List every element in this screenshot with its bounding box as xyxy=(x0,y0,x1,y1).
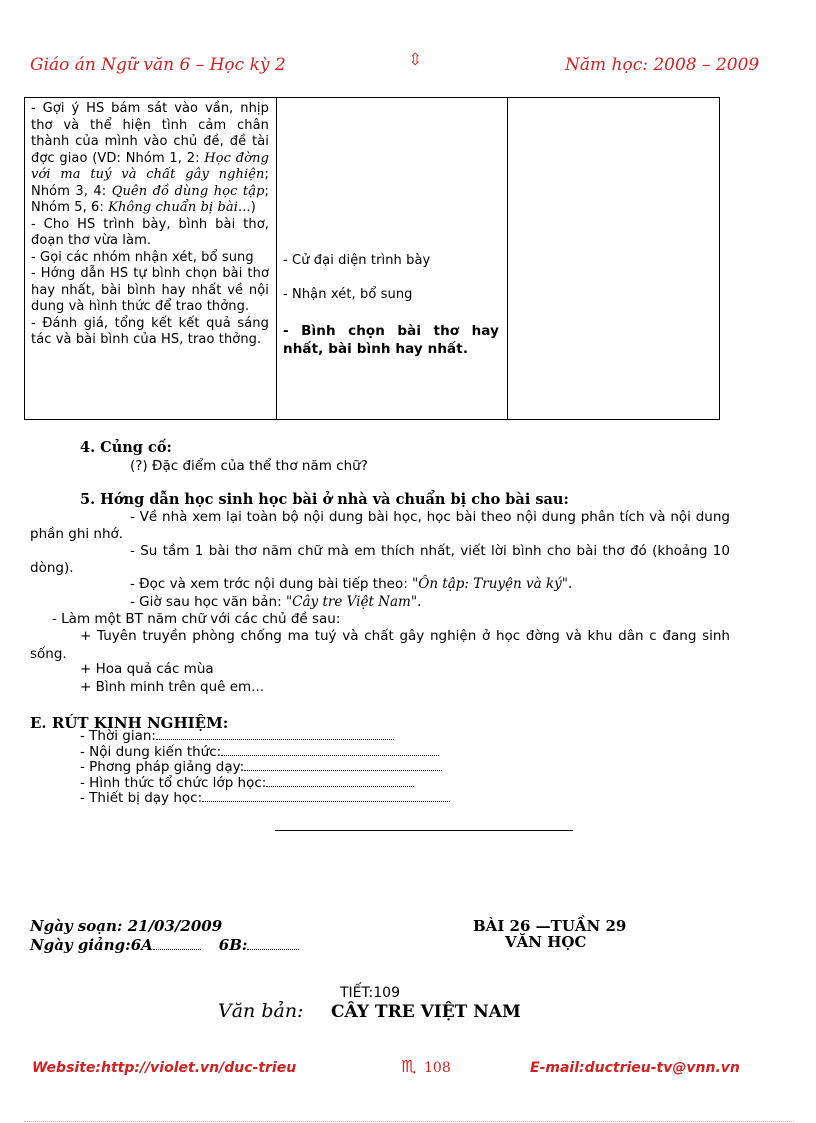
text-label: Văn bản: xyxy=(218,1000,304,1022)
student-activity-1: - Cử đại diện trình bày xyxy=(283,253,431,268)
teacher-step-present: - Cho HS trình bày, bình bài thơ, đoạn thơ vừa làm. xyxy=(31,216,269,248)
exercise-topic-2: + Hoa quả các mùa xyxy=(80,661,214,677)
section-4-question: (?) Đặc điểm của thể thơ năm chữ? xyxy=(130,458,368,474)
teacher-text-1: - Gợi ý HS bám sát vào vần, nhịp thơ và thể hiện tình cảm chân thành của mình vào chủ đề, đề tài đợc giao (VD: Nhóm 1, 2: xyxy=(31,101,269,166)
reflection-list xyxy=(80,729,450,807)
dotted-line xyxy=(202,792,450,802)
reflection-content xyxy=(80,745,450,761)
section-5-line-2: - Su tầm 1 bài thơ năm chữ mà em thích nhất, viết lời bình cho bài thơ đó (khoảng 10 dòng). xyxy=(30,543,730,576)
section-5-line-1: - Về nhà xem lại toàn bộ nội dung bài học, học bài theo nội dung phân tích và nội dung phần ghi nhớ. xyxy=(30,509,730,542)
dotted-line xyxy=(247,940,299,950)
reflection-organization xyxy=(80,776,450,792)
reflection-equipment xyxy=(80,791,450,807)
section-5-title: 5. Hớng dẫn học sinh học bài ở nhà và chuẩn bị cho bài sau: xyxy=(80,491,569,508)
student-activity-3: - Bình chọn bài thơ hay nhất, bài bình hay nhất. xyxy=(283,323,499,357)
teacher-text-4: ) xyxy=(250,200,256,215)
reflection-equipment-label: - Thiết bị dạy học: xyxy=(80,790,203,806)
lesson-period: TIẾT:109 xyxy=(340,985,400,1001)
page-symbol-icon: ♏ xyxy=(401,1057,417,1077)
section-e-title: E. RÚT KINH NGHIỆM: xyxy=(30,714,229,732)
date-taught xyxy=(30,936,299,954)
teacher-step-vote: - Hớng dẫn HS tự bình chọn bài thơ hay nhất, bài bình hay nhất về nội dung và hình thức để trao thởng. xyxy=(31,266,269,314)
date-prepared: Ngày soạn: 21/03/2009 xyxy=(30,917,223,935)
line-4-prefix: - Giờ sau học văn bản: xyxy=(130,594,286,610)
reflection-content-label: - Nội dung kiến thức: xyxy=(80,743,222,760)
teacher-step-evaluate: - Đánh giá, tổng kết kết quả sáng tác và bài bình của HS, trao thởng. xyxy=(31,315,269,347)
reflection-method xyxy=(80,760,450,776)
date-taught-6a: Ngày giảng:6A xyxy=(30,936,153,954)
topic-group-1-2: Học đờng với ma tuý và chất gây nghiện xyxy=(31,150,269,182)
section-5-line-3 xyxy=(130,576,572,592)
page-number: 108 xyxy=(424,1060,451,1076)
section-4-title: 4. Củng cố: xyxy=(80,439,172,456)
header-center-icon: ⇳ xyxy=(408,50,423,70)
reflection-time-label: - Thời gian: xyxy=(80,728,156,744)
table-divider-2 xyxy=(507,98,508,419)
text-title: CÂY TRE VIỆT NAM xyxy=(331,1002,521,1022)
table-divider-1 xyxy=(276,98,277,419)
student-activity-2: - Nhận xét, bổ sung xyxy=(283,287,413,302)
footer-email: E-mail:ductrieu-tv@vnn.vn xyxy=(530,1060,740,1076)
topic-group-3-4: Quên đồ dùng học tập xyxy=(111,183,265,199)
header-school-year: Năm học: 2008 – 2009 xyxy=(565,55,760,75)
reflection-method-label: - Phơng pháp giảng dạy: xyxy=(80,759,245,775)
dotted-line xyxy=(266,777,414,787)
dotted-line xyxy=(156,730,394,740)
section-separator xyxy=(275,830,573,831)
header-left-title: Giáo án Ngữ văn 6 – Học kỳ 2 xyxy=(30,55,286,75)
date-taught-6b: 6B: xyxy=(218,936,248,954)
topic-group-5-6: Không chuẩn bị bài... xyxy=(108,200,251,215)
teacher-activity-cell xyxy=(31,101,269,349)
teacher-step-comment: - Gọi các nhóm nhận xét, bổ sung xyxy=(31,249,254,265)
section-5-exercise: - Làm một BT năm chữ với các chủ đề sau: xyxy=(52,611,341,627)
lesson-category: VĂN HỌC xyxy=(505,933,587,951)
exercise-topic-1: + Tuyên truyền phòng chống ma tuý và chất gây nghiện ở học đờng và khu dân c đang sinh sống. xyxy=(30,628,730,662)
dotted-line xyxy=(244,761,442,771)
footer-website: Website:http://violet.vn/duc-trieu xyxy=(32,1060,297,1076)
next-lesson-title: "Ôn tập: Truyện và ký". xyxy=(412,576,573,592)
bottom-dotted-border xyxy=(24,1121,794,1122)
line-3-prefix: - Đọc và xem trớc nội dung bài tiếp theo: xyxy=(130,576,413,592)
dotted-line xyxy=(221,746,439,756)
dotted-line xyxy=(153,940,201,950)
next-text-title: "Cây tre Việt Nam". xyxy=(285,594,422,610)
reflection-time xyxy=(80,729,450,745)
activity-table xyxy=(24,97,720,420)
teacher-text-2: ; Nhóm 3, 4: xyxy=(31,167,269,199)
teacher-text-3: ; Nhóm 5, 6: xyxy=(31,183,269,215)
lesson-week: BÀI 26 —TUẦN 29 xyxy=(473,917,627,935)
reflection-organization-label: - Hình thức tổ chức lớp học: xyxy=(80,774,267,791)
exercise-topic-3: + Bình minh trên quê em... xyxy=(80,679,265,695)
section-5-line-4 xyxy=(130,594,421,610)
